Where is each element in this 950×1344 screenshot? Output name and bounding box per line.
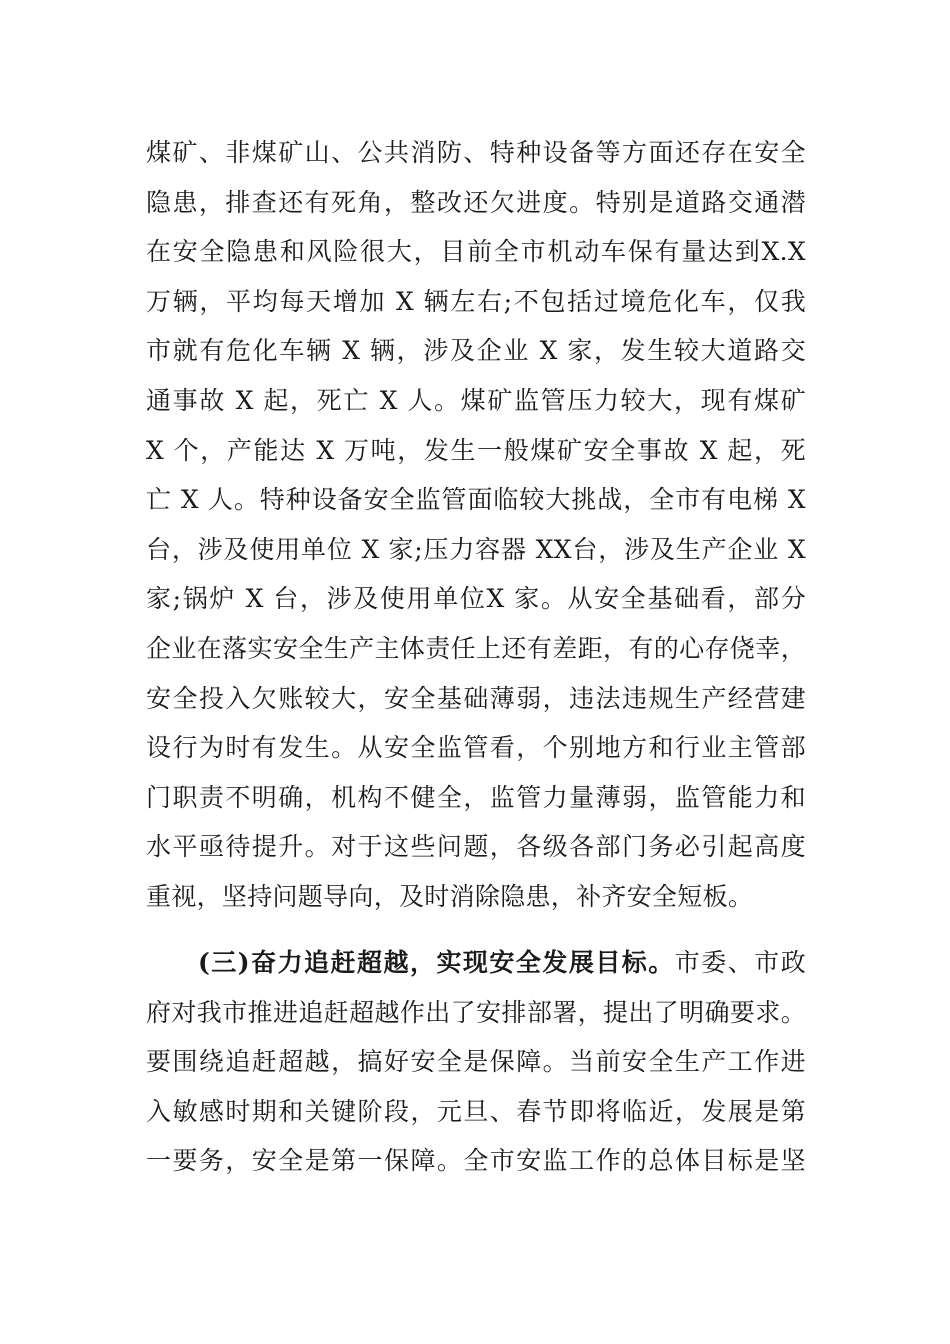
- text-line: 府对我市推进追赶超越作出了安排部署，提出了明确要求。: [146, 997, 806, 1027]
- text-line: 煤矿、非煤矿山、公共消防、特种设备等方面还存在安全: [146, 138, 806, 167]
- text-line: 台，涉及使用单位 X 家;压力容器 XX台，涉及生产企业 X: [146, 534, 806, 564]
- text-line: 设行为时有发生。从安全监管看，个别地方和行业主管部: [146, 733, 806, 763]
- text-line: 在安全隐患和风险很大，目前全市机动车保有量达到X.X: [146, 237, 806, 267]
- text-line: 企业在落实安全生产主体责任上还有差距，有的心存侥幸，: [146, 633, 806, 663]
- text-line: 门职责不明确，机构不健全，监管力量薄弱，监管能力和: [146, 782, 806, 812]
- text-line: 一要务，安全是第一保障。全市安监工作的总体目标是坚: [146, 1146, 806, 1176]
- text-line: 水平亟待提升。对于这些问题，各级各部门务必引起高度: [146, 832, 806, 862]
- paragraph-1: [146, 128, 806, 922]
- text-line: 隐患，排查还有死角，整改还欠进度。特别是道路交通潜: [146, 187, 806, 217]
- text-line: 安全投入欠账较大，安全基础薄弱，违法违规生产经营建: [146, 683, 806, 713]
- text-line: X 个，产能达 X 万吨，发生一般煤矿安全事故 X 起，死: [146, 435, 806, 465]
- text-line: 亡 X 人。特种设备安全监管面临较大挑战，全市有电梯 X: [146, 485, 806, 515]
- text-line: 重视，坚持问题导向，及时消除隐患，补齐安全短板。: [146, 881, 754, 911]
- text-line: 入敏感时期和关键阶段，元旦、春节即将临近，发展是第: [146, 1096, 806, 1126]
- text-line: 万辆，平均每天增加 X 辆左右;不包括过境危化车，仅我: [146, 286, 806, 316]
- text-line: 要围绕追赶超越，搞好安全是保障。当前安全生产工作进: [146, 1047, 806, 1077]
- heading-line-rest: 市委、市政: [674, 948, 806, 977]
- paragraph-2: [146, 938, 806, 1186]
- text-line: 家;锅炉 X 台，涉及使用单位X 家。从安全基础看，部分: [146, 584, 806, 614]
- heading-line: [146, 938, 806, 988]
- section-heading: (三)奋力追赶超越，实现安全发展目标。: [198, 948, 675, 977]
- text-line: 通事故 X 起，死亡 X 人。煤矿监管压力较大，现有煤矿: [146, 385, 806, 415]
- text-line: 市就有危化车辆 X 辆，涉及企业 X 家，发生较大道路交: [146, 336, 806, 366]
